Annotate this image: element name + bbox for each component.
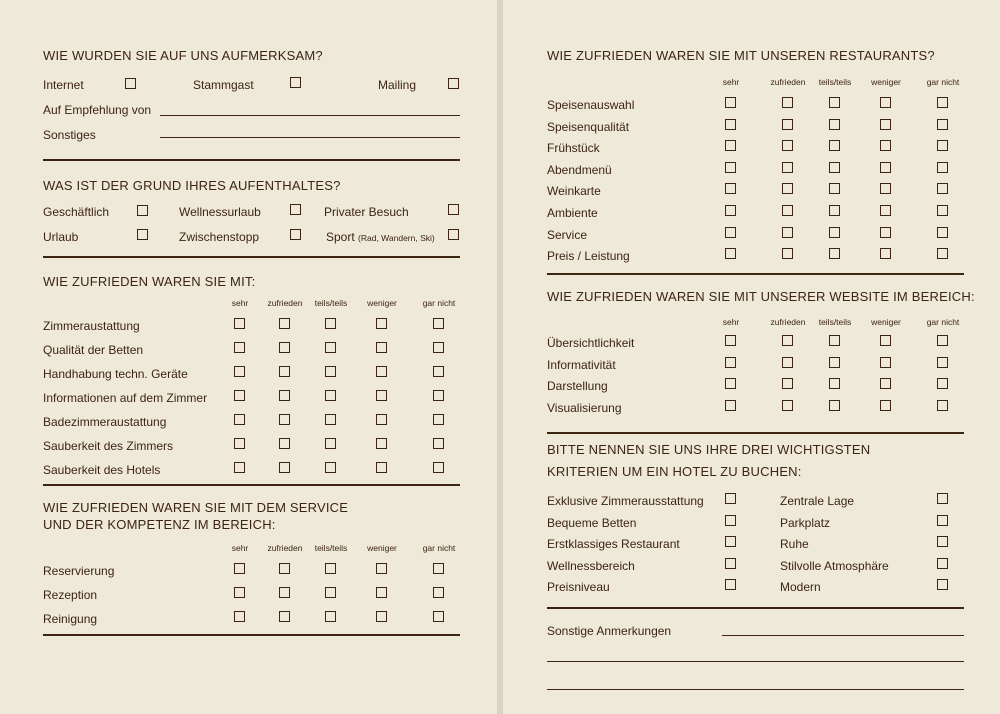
restaurant-checkbox-teils-teils[interactable] — [829, 162, 840, 173]
service-row-label: Reinigung — [43, 612, 98, 626]
room-checkbox-weniger[interactable] — [376, 366, 387, 377]
criteria-b-checkbox[interactable] — [937, 493, 948, 504]
restaurant-checkbox-teils-teils[interactable] — [829, 183, 840, 194]
website-checkbox-sehr[interactable] — [725, 335, 736, 346]
label-sonstige-anmerkungen: Sonstige Anmerkungen — [547, 624, 672, 638]
restaurant-checkbox-teils-teils[interactable] — [829, 227, 840, 238]
checkbox-zwischenstopp[interactable] — [290, 229, 301, 240]
restaurant-row-label: Preis / Leistung — [547, 249, 630, 264]
anmerkungen-input-line-3[interactable] — [547, 689, 964, 690]
room-checkbox-teils-teils[interactable] — [325, 414, 336, 425]
criteria-b-checkbox[interactable] — [937, 558, 948, 569]
anmerkungen-input-line-2[interactable] — [547, 661, 964, 662]
restaurant-checkbox-weniger[interactable] — [880, 248, 891, 259]
room-row-label: Zimmeraustattung — [43, 319, 140, 333]
criteria-a-label: Bequeme Betten — [547, 515, 637, 530]
room-checkbox-sehr[interactable] — [234, 342, 245, 353]
room-checkbox-weniger[interactable] — [376, 318, 387, 329]
room-row-label: Informationen auf dem Zimmer — [43, 391, 208, 405]
sonstiges-input-line[interactable] — [160, 137, 460, 138]
service-checkbox-sehr[interactable] — [234, 587, 245, 598]
scale-label-sehr: sehr — [722, 317, 740, 327]
room-row-label: Badezimmeraustattung — [43, 415, 167, 429]
restaurant-checkbox-gar-nicht[interactable] — [937, 227, 948, 238]
criteria-a-label: Erstklassiges Restaurant — [547, 537, 680, 551]
divider — [43, 256, 460, 258]
label-geschaeftlich: Geschäftlich — [43, 205, 110, 219]
website-checkbox-weniger[interactable] — [880, 357, 891, 368]
website-checkbox-gar-nicht[interactable] — [937, 400, 948, 411]
restaurant-checkbox-weniger[interactable] — [880, 183, 891, 194]
restaurant-checkbox-weniger[interactable] — [880, 97, 891, 108]
scale-label-weniger: weniger — [367, 543, 397, 553]
room-checkbox-teils-teils[interactable] — [325, 438, 336, 449]
restaurant-checkbox-sehr[interactable] — [725, 140, 736, 151]
website-checkbox-sehr[interactable] — [725, 400, 736, 411]
service-checkbox-gar-nicht[interactable] — [433, 611, 444, 622]
website-checkbox-teils-teils[interactable] — [829, 357, 840, 368]
room-checkbox-zufrieden[interactable] — [279, 462, 290, 473]
checkbox-mailing[interactable] — [448, 78, 459, 89]
label-stammgast: Stammgast — [193, 78, 254, 92]
divider — [43, 159, 460, 161]
section-title-criteria-line2: KRITERIEN UM EIN HOTEL ZU BUCHEN: — [547, 464, 802, 479]
scale-label-sehr: sehr — [231, 298, 249, 308]
room-checkbox-teils-teils[interactable] — [325, 366, 336, 377]
label-urlaub: Urlaub — [43, 230, 79, 244]
label-privater-besuch: Privater Besuch — [324, 205, 409, 219]
restaurant-checkbox-weniger[interactable] — [880, 119, 891, 130]
room-checkbox-weniger[interactable] — [376, 438, 387, 449]
label-sport-text: Sport — [326, 230, 355, 244]
section-title-service-line2: UND DER KOMPETENZ IM BEREICH: — [43, 517, 276, 532]
scale-label-gar-nicht: gar nicht — [422, 543, 456, 553]
restaurant-checkbox-gar-nicht[interactable] — [937, 248, 948, 259]
room-checkbox-weniger[interactable] — [376, 342, 387, 353]
criteria-b-label: Ruhe — [780, 537, 809, 551]
restaurant-checkbox-zufrieden[interactable] — [782, 162, 793, 173]
website-checkbox-zufrieden[interactable] — [782, 357, 793, 368]
restaurant-checkbox-gar-nicht[interactable] — [937, 97, 948, 108]
criteria-b-checkbox[interactable] — [937, 536, 948, 547]
room-checkbox-sehr[interactable] — [234, 318, 245, 329]
scale-label-zufrieden: zufrieden — [770, 317, 806, 327]
criteria-a-label: Exklusive Zimmerausstattung — [547, 494, 704, 508]
section-title-criteria-line1: BITTE NENNEN SIE UNS IHRE DREI WICHTIGSTEN — [547, 442, 871, 457]
restaurant-row-label: Ambiente — [547, 206, 598, 220]
restaurant-checkbox-sehr[interactable] — [725, 183, 736, 194]
service-checkbox-weniger[interactable] — [376, 587, 387, 598]
divider — [547, 273, 964, 275]
scale-label-sehr: sehr — [722, 77, 740, 87]
criteria-b-checkbox[interactable] — [937, 515, 948, 526]
restaurant-checkbox-sehr[interactable] — [725, 227, 736, 238]
divider — [43, 634, 460, 636]
empfehlung-input-line[interactable] — [160, 115, 460, 116]
checkbox-wellnessurlaub[interactable] — [290, 204, 301, 215]
restaurant-checkbox-sehr[interactable] — [725, 119, 736, 130]
restaurant-checkbox-gar-nicht[interactable] — [937, 162, 948, 173]
room-checkbox-zufrieden[interactable] — [279, 366, 290, 377]
service-row-label: Rezeption — [43, 588, 98, 602]
restaurant-checkbox-sehr[interactable] — [725, 97, 736, 108]
scale-label-teils-teils: teils/teils — [818, 317, 852, 327]
scale-label-gar-nicht: gar nicht — [926, 317, 960, 327]
website-checkbox-weniger[interactable] — [880, 378, 891, 389]
service-checkbox-gar-nicht[interactable] — [433, 563, 444, 574]
restaurant-checkbox-zufrieden[interactable] — [782, 119, 793, 130]
criteria-b-label: Zentrale Lage — [780, 494, 855, 508]
label-internet: Internet — [43, 78, 84, 92]
restaurant-checkbox-teils-teils[interactable] — [829, 119, 840, 130]
website-checkbox-teils-teils[interactable] — [829, 400, 840, 411]
restaurant-row-label: Service — [547, 227, 588, 242]
room-row-label: Sauberkeit des Zimmers — [43, 439, 174, 453]
criteria-b-checkbox[interactable] — [937, 579, 948, 590]
service-checkbox-teils-teils[interactable] — [325, 587, 336, 598]
service-checkbox-teils-teils[interactable] — [325, 611, 336, 622]
room-checkbox-gar-nicht[interactable] — [433, 414, 444, 425]
room-checkbox-zufrieden[interactable] — [279, 342, 290, 353]
website-checkbox-sehr[interactable] — [725, 378, 736, 389]
scale-label-gar-nicht: gar nicht — [422, 298, 456, 308]
service-checkbox-zufrieden[interactable] — [279, 587, 290, 598]
criteria-b-label: Modern — [780, 580, 821, 594]
service-row-label: Reservierung — [43, 564, 115, 578]
room-row-label: Qualität der Betten — [43, 343, 144, 357]
criteria-b-label: Stilvolle Atmosphäre — [780, 558, 889, 573]
restaurant-checkbox-zufrieden[interactable] — [782, 140, 793, 151]
room-checkbox-weniger[interactable] — [376, 414, 387, 425]
room-checkbox-teils-teils[interactable] — [325, 342, 336, 353]
website-checkbox-zufrieden[interactable] — [782, 378, 793, 389]
section-title-awareness: WIE WURDEN SIE AUF UNS AUFMERKSAM? — [43, 48, 323, 63]
criteria-a-checkbox[interactable] — [725, 493, 736, 504]
restaurant-row-label: Speisenauswahl — [547, 98, 635, 112]
checkbox-stammgast[interactable] — [290, 77, 301, 88]
restaurant-checkbox-sehr[interactable] — [725, 205, 736, 216]
left-page — [0, 0, 497, 714]
criteria-a-label: Wellnessbereich — [547, 558, 635, 573]
room-checkbox-sehr[interactable] — [234, 462, 245, 473]
restaurant-checkbox-zufrieden[interactable] — [782, 248, 793, 259]
criteria-a-checkbox[interactable] — [725, 536, 736, 547]
room-checkbox-zufrieden[interactable] — [279, 414, 290, 425]
restaurant-checkbox-gar-nicht[interactable] — [937, 183, 948, 194]
restaurant-checkbox-gar-nicht[interactable] — [937, 119, 948, 130]
restaurant-row-label: Weinkarte — [547, 184, 601, 199]
section-title-restaurants: WIE ZUFRIEDEN WAREN SIE MIT UNSEREN RESTAURANTS? — [547, 48, 935, 63]
criteria-a-label: Preisniveau — [547, 580, 610, 594]
scale-label-weniger: weniger — [367, 298, 397, 308]
room-checkbox-sehr[interactable] — [234, 414, 245, 425]
service-checkbox-weniger[interactable] — [376, 611, 387, 622]
checkbox-sport[interactable] — [448, 229, 459, 240]
room-checkbox-zufrieden[interactable] — [279, 438, 290, 449]
website-row-label: Darstellung — [547, 379, 608, 394]
room-checkbox-zufrieden[interactable] — [279, 318, 290, 329]
criteria-a-checkbox[interactable] — [725, 579, 736, 590]
restaurant-checkbox-zufrieden[interactable] — [782, 183, 793, 194]
label-wellnessurlaub: Wellnessurlaub — [179, 205, 261, 219]
label-sport-note: (Rad, Wandern, Ski) — [358, 233, 435, 243]
criteria-a-checkbox[interactable] — [725, 515, 736, 526]
website-checkbox-zufrieden[interactable] — [782, 400, 793, 411]
room-checkbox-gar-nicht[interactable] — [433, 390, 444, 401]
label-mailing: Mailing — [378, 78, 417, 92]
checkbox-geschaeftlich[interactable] — [137, 205, 148, 216]
divider — [43, 484, 460, 486]
checkbox-privater-besuch[interactable] — [448, 204, 459, 215]
restaurant-checkbox-weniger[interactable] — [880, 140, 891, 151]
restaurant-checkbox-teils-teils[interactable] — [829, 248, 840, 259]
service-checkbox-sehr[interactable] — [234, 611, 245, 622]
website-row-label: Informativität — [547, 357, 616, 372]
divider — [547, 432, 964, 434]
room-checkbox-weniger[interactable] — [376, 390, 387, 401]
restaurant-checkbox-teils-teils[interactable] — [829, 97, 840, 108]
service-checkbox-weniger[interactable] — [376, 563, 387, 574]
checkbox-internet[interactable] — [125, 78, 136, 89]
restaurant-checkbox-gar-nicht[interactable] — [937, 205, 948, 216]
restaurant-checkbox-teils-teils[interactable] — [829, 205, 840, 216]
section-title-website: WIE ZUFRIEDEN WAREN SIE MIT UNSERER WEBSITE IM BEREICH: — [547, 289, 975, 304]
restaurant-row-label: Speisenqualität — [547, 119, 630, 134]
scale-label-gar-nicht: gar nicht — [926, 77, 960, 87]
website-checkbox-sehr[interactable] — [725, 357, 736, 368]
restaurant-checkbox-weniger[interactable] — [880, 162, 891, 173]
scale-label-zufrieden: zufrieden — [267, 298, 303, 308]
room-checkbox-weniger[interactable] — [376, 462, 387, 473]
room-checkbox-teils-teils[interactable] — [325, 318, 336, 329]
label-sonstiges: Sonstiges — [43, 128, 96, 142]
section-title-reason: WAS IST DER GRUND IHRES AUFENTHALTES? — [43, 178, 341, 193]
label-zwischenstopp: Zwischenstopp — [179, 230, 260, 244]
anmerkungen-input-line-1[interactable] — [722, 635, 964, 636]
room-checkbox-zufrieden[interactable] — [279, 390, 290, 401]
website-checkbox-weniger[interactable] — [880, 400, 891, 411]
room-checkbox-gar-nicht[interactable] — [433, 438, 444, 449]
service-checkbox-teils-teils[interactable] — [325, 563, 336, 574]
scale-label-teils-teils: teils/teils — [314, 298, 348, 308]
criteria-b-label: Parkplatz — [780, 515, 831, 530]
room-checkbox-gar-nicht[interactable] — [433, 342, 444, 353]
scale-label-teils-teils: teils/teils — [314, 543, 348, 553]
website-checkbox-gar-nicht[interactable] — [937, 378, 948, 389]
room-checkbox-sehr[interactable] — [234, 366, 245, 377]
label-sport — [326, 230, 435, 244]
room-checkbox-teils-teils[interactable] — [325, 462, 336, 473]
room-row-label: Sauberkeit des Hotels — [43, 463, 161, 477]
service-checkbox-gar-nicht[interactable] — [433, 587, 444, 598]
scale-label-sehr: sehr — [231, 543, 249, 553]
website-checkbox-teils-teils[interactable] — [829, 378, 840, 389]
service-checkbox-sehr[interactable] — [234, 563, 245, 574]
service-checkbox-zufrieden[interactable] — [279, 611, 290, 622]
restaurant-checkbox-weniger[interactable] — [880, 227, 891, 238]
website-row-label: Visualisierung — [547, 401, 622, 416]
restaurant-checkbox-zufrieden[interactable] — [782, 97, 793, 108]
restaurant-checkbox-weniger[interactable] — [880, 205, 891, 216]
room-checkbox-sehr[interactable] — [234, 438, 245, 449]
room-checkbox-gar-nicht[interactable] — [433, 318, 444, 329]
restaurant-checkbox-zufrieden[interactable] — [782, 227, 793, 238]
restaurant-checkbox-zufrieden[interactable] — [782, 205, 793, 216]
room-checkbox-gar-nicht[interactable] — [433, 462, 444, 473]
website-checkbox-gar-nicht[interactable] — [937, 357, 948, 368]
room-row-label: Handhabung techn. Geräte — [43, 367, 188, 381]
scale-label-teils-teils: teils/teils — [818, 77, 852, 87]
restaurant-checkbox-teils-teils[interactable] — [829, 140, 840, 151]
restaurant-checkbox-sehr[interactable] — [725, 162, 736, 173]
restaurant-row-label: Abendmenü — [547, 162, 612, 177]
label-empfehlung: Auf Empfehlung von — [43, 103, 152, 117]
scale-label-zufrieden: zufrieden — [267, 543, 303, 553]
scale-label-weniger: weniger — [871, 77, 901, 87]
scale-label-zufrieden: zufrieden — [770, 77, 806, 87]
restaurant-checkbox-gar-nicht[interactable] — [937, 140, 948, 151]
restaurant-checkbox-sehr[interactable] — [725, 248, 736, 259]
criteria-a-checkbox[interactable] — [725, 558, 736, 569]
section-title-service-line1: WIE ZUFRIEDEN WAREN SIE MIT DEM SERVICE — [43, 500, 349, 515]
room-checkbox-sehr[interactable] — [234, 390, 245, 401]
restaurant-row-label: Frühstück — [547, 141, 600, 156]
website-checkbox-gar-nicht[interactable] — [937, 335, 948, 346]
service-checkbox-zufrieden[interactable] — [279, 563, 290, 574]
scale-label-weniger: weniger — [871, 317, 901, 327]
room-checkbox-gar-nicht[interactable] — [433, 366, 444, 377]
divider — [547, 607, 964, 609]
section-title-room-satisfaction: WIE ZUFRIEDEN WAREN SIE MIT: — [43, 274, 256, 289]
website-row-label: Übersichtlichkeit — [547, 336, 635, 350]
website-checkbox-zufrieden[interactable] — [782, 335, 793, 346]
checkbox-urlaub[interactable] — [137, 229, 148, 240]
right-page — [503, 0, 1000, 714]
room-checkbox-teils-teils[interactable] — [325, 390, 336, 401]
website-checkbox-teils-teils[interactable] — [829, 335, 840, 346]
website-checkbox-weniger[interactable] — [880, 335, 891, 346]
